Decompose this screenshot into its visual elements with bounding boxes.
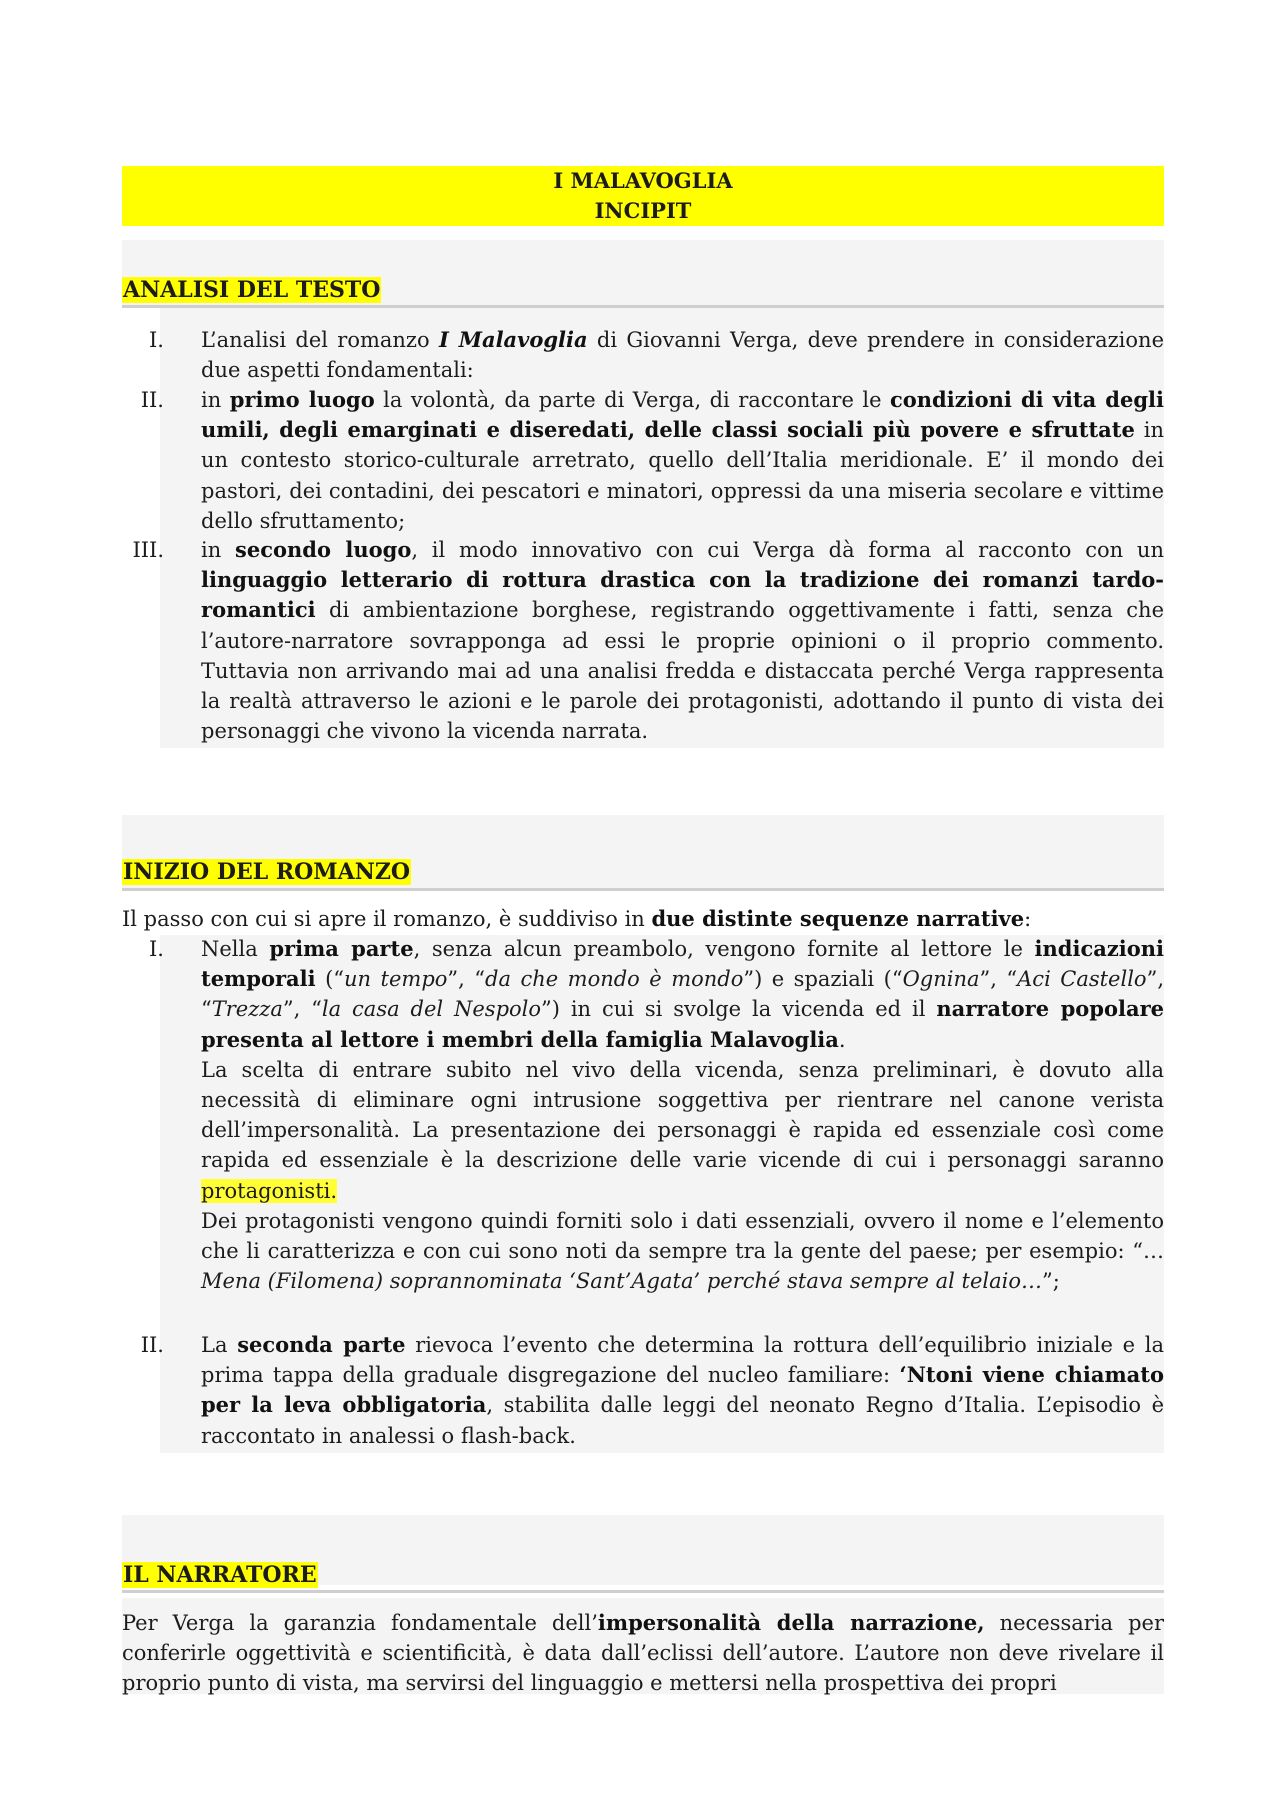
emphasis-run: Ognina [902,967,980,992]
list-item-text [201,385,1164,536]
text-run: di ambientazione borghese, registrando oggettivamente i fatti, senza che l’autore-narratore sovrapponga ad essi le proprie opinioni o il proprio commento. Tuttavia non arrivando mai ad una analisi fredda e distaccata perché Verga rappresenta la realtà attraverso le azioni e le parole dei protagonisti, adottando il punto di vista dei personaggi che vivono la vicenda narrata. [201,598,1164,744]
list-number: II. [140,388,164,412]
emphasis-run: Mena (Filomena) soprannominata ‘Sant’Agata’ perché stava sempre al telaio… [201,1269,1042,1294]
text-run: di Giovanni Verga, deve prendere in considerazione due aspetti fondamentali: [201,328,1164,383]
heading-rule [122,1590,1164,1593]
emphasis-run: condizioni di vita degli umili, degli emarginati e diseredati, delle classi sociali più povere e sfruttate [201,387,1164,443]
heading-rule [122,305,1164,308]
section-heading-inizio: INIZIO DEL ROMANZO [123,859,411,885]
list-item-paragraph [201,1206,1164,1297]
text-run: , il modo innovativo con cui Verga dà forma al racconto con un [411,538,1164,562]
list-number: II. [140,1333,164,1357]
list-number: III. [132,538,164,562]
emphasis-run: linguaggio letterario di rottura drastica con la tradizione dei romanzi tardo-romantici [201,567,1164,623]
list-item-text [201,325,1164,385]
text-run: rievoca l’evento che determina la rottura dell’equilibrio iniziale e la prima tappa della graduale disgregazione del nucleo familiare: [201,1333,1165,1388]
text-run: Nella [201,937,270,961]
text-run: necessaria per conferirle oggettività e scientificità, è data dall’eclissi dell’autore. L’autore non deve rivelare il proprio punto di vista, ma servirsi del linguaggio e mettersi nella prospettiva dei propri [122,1611,1164,1696]
section-heading-analisi: ANALISI DEL TESTO [123,277,381,303]
text-run: ”; [1042,1269,1060,1294]
text-run: L’analisi del romanzo [201,328,439,352]
emphasis-run: indicazioni temporali [201,936,1164,992]
text-run: in [201,538,236,562]
emphasis-run: un tempo [344,967,448,992]
text-run: ”, “ [201,967,1164,1022]
text-run: in [201,388,230,412]
emphasis-run: seconda parte [237,1332,406,1357]
emphasis-run: due distinte sequenze narrative [651,906,1025,931]
heading-rule [122,888,1164,891]
emphasis-run: primo luogo [229,387,375,412]
list-item-paragraph [201,1055,1164,1206]
text-run: La [201,1333,238,1357]
title-line-1: I MALAVOGLIA [553,168,733,193]
emphasis-run: narratore popolare presenta al lettore i membri della famiglia Malavoglia [201,996,1164,1052]
text-run: . [838,1027,846,1052]
emphasis-run: prima parte [269,936,414,961]
emphasis-run: I Malavoglia [438,327,588,352]
text-run: ”) e spaziali (“ [743,967,903,992]
text-run: : [1024,907,1032,931]
text-run: Per Verga la garanzia fondamentale dell’ [122,1611,598,1635]
emphasis-run: Aci Castello [1017,967,1147,992]
title-line-2: INCIPIT [594,198,692,223]
list-item-text [201,934,1164,1296]
emphasis-run: la casa del Nespolo [321,997,542,1022]
title-block [122,166,1164,226]
text-run: (“ [315,967,345,992]
list-number: I. [149,937,164,961]
text-run: , senza alcun preambolo, vengono fornite al lettore le [413,937,1035,961]
text-run: ”, “ [979,967,1018,992]
section-heading-narratore: IL NARRATORE [123,1562,317,1588]
emphasis-run: protagonisti. [201,1178,338,1203]
text-run: Il passo con cui si apre il romanzo, è suddiviso in [122,907,652,931]
text-run: Dei protagonisti vengono quindi forniti solo i dati essenziali, ovvero il nome e l’elemento che li caratterizza e con cui sono noti da sempre tra la gente del paese; per esempio: “… [201,1208,1164,1264]
list-item-text [201,535,1164,746]
text-run: ”, “ [282,997,322,1022]
text-run: , stabilita dalle leggi del neonato Regno d’Italia. L’episodio è raccontato in analessi o flash-back. [201,1393,1165,1448]
list-item-paragraph [201,934,1164,1055]
intro-paragraph [122,904,1164,934]
text-run: ”, “ [447,967,486,992]
emphasis-run: ‘Ntoni viene chiamato per la leva obbligatoria [201,1362,1164,1418]
text-run: La scelta di entrare subito nel vivo della vicenda, senza preliminari, è dovuto alla necessità di eliminare ogni intrusione soggettiva per rientrare nel canone verista dell’impersonalità. La presentazione dei personaggi è rapida ed essenziale così come rapida ed essenziale è la descrizione delle varie vicende di cui i personaggi saranno [201,1057,1164,1173]
emphasis-run: da che mondo è mondo [485,967,744,992]
emphasis-run: impersonalità della narrazione, [597,1610,985,1635]
text-run: in un contesto storico-culturale arretrato, quello dell’Italia meridionale. E’ il mondo dei pastori, dei contadini, dei pescatori e minatori, oppressi da una miseria secolare e vittime dello sfruttamento; [201,418,1164,533]
list-item-text [201,1330,1164,1451]
list-number: I. [149,328,164,352]
emphasis-run: Trezza [211,997,283,1022]
text-run: ”) in cui si svolge la vicenda ed il [541,997,937,1022]
narratore-paragraph [122,1608,1164,1699]
emphasis-run: secondo luogo [235,537,412,562]
text-run: la volontà, da parte di Verga, di raccontare le [374,388,890,412]
